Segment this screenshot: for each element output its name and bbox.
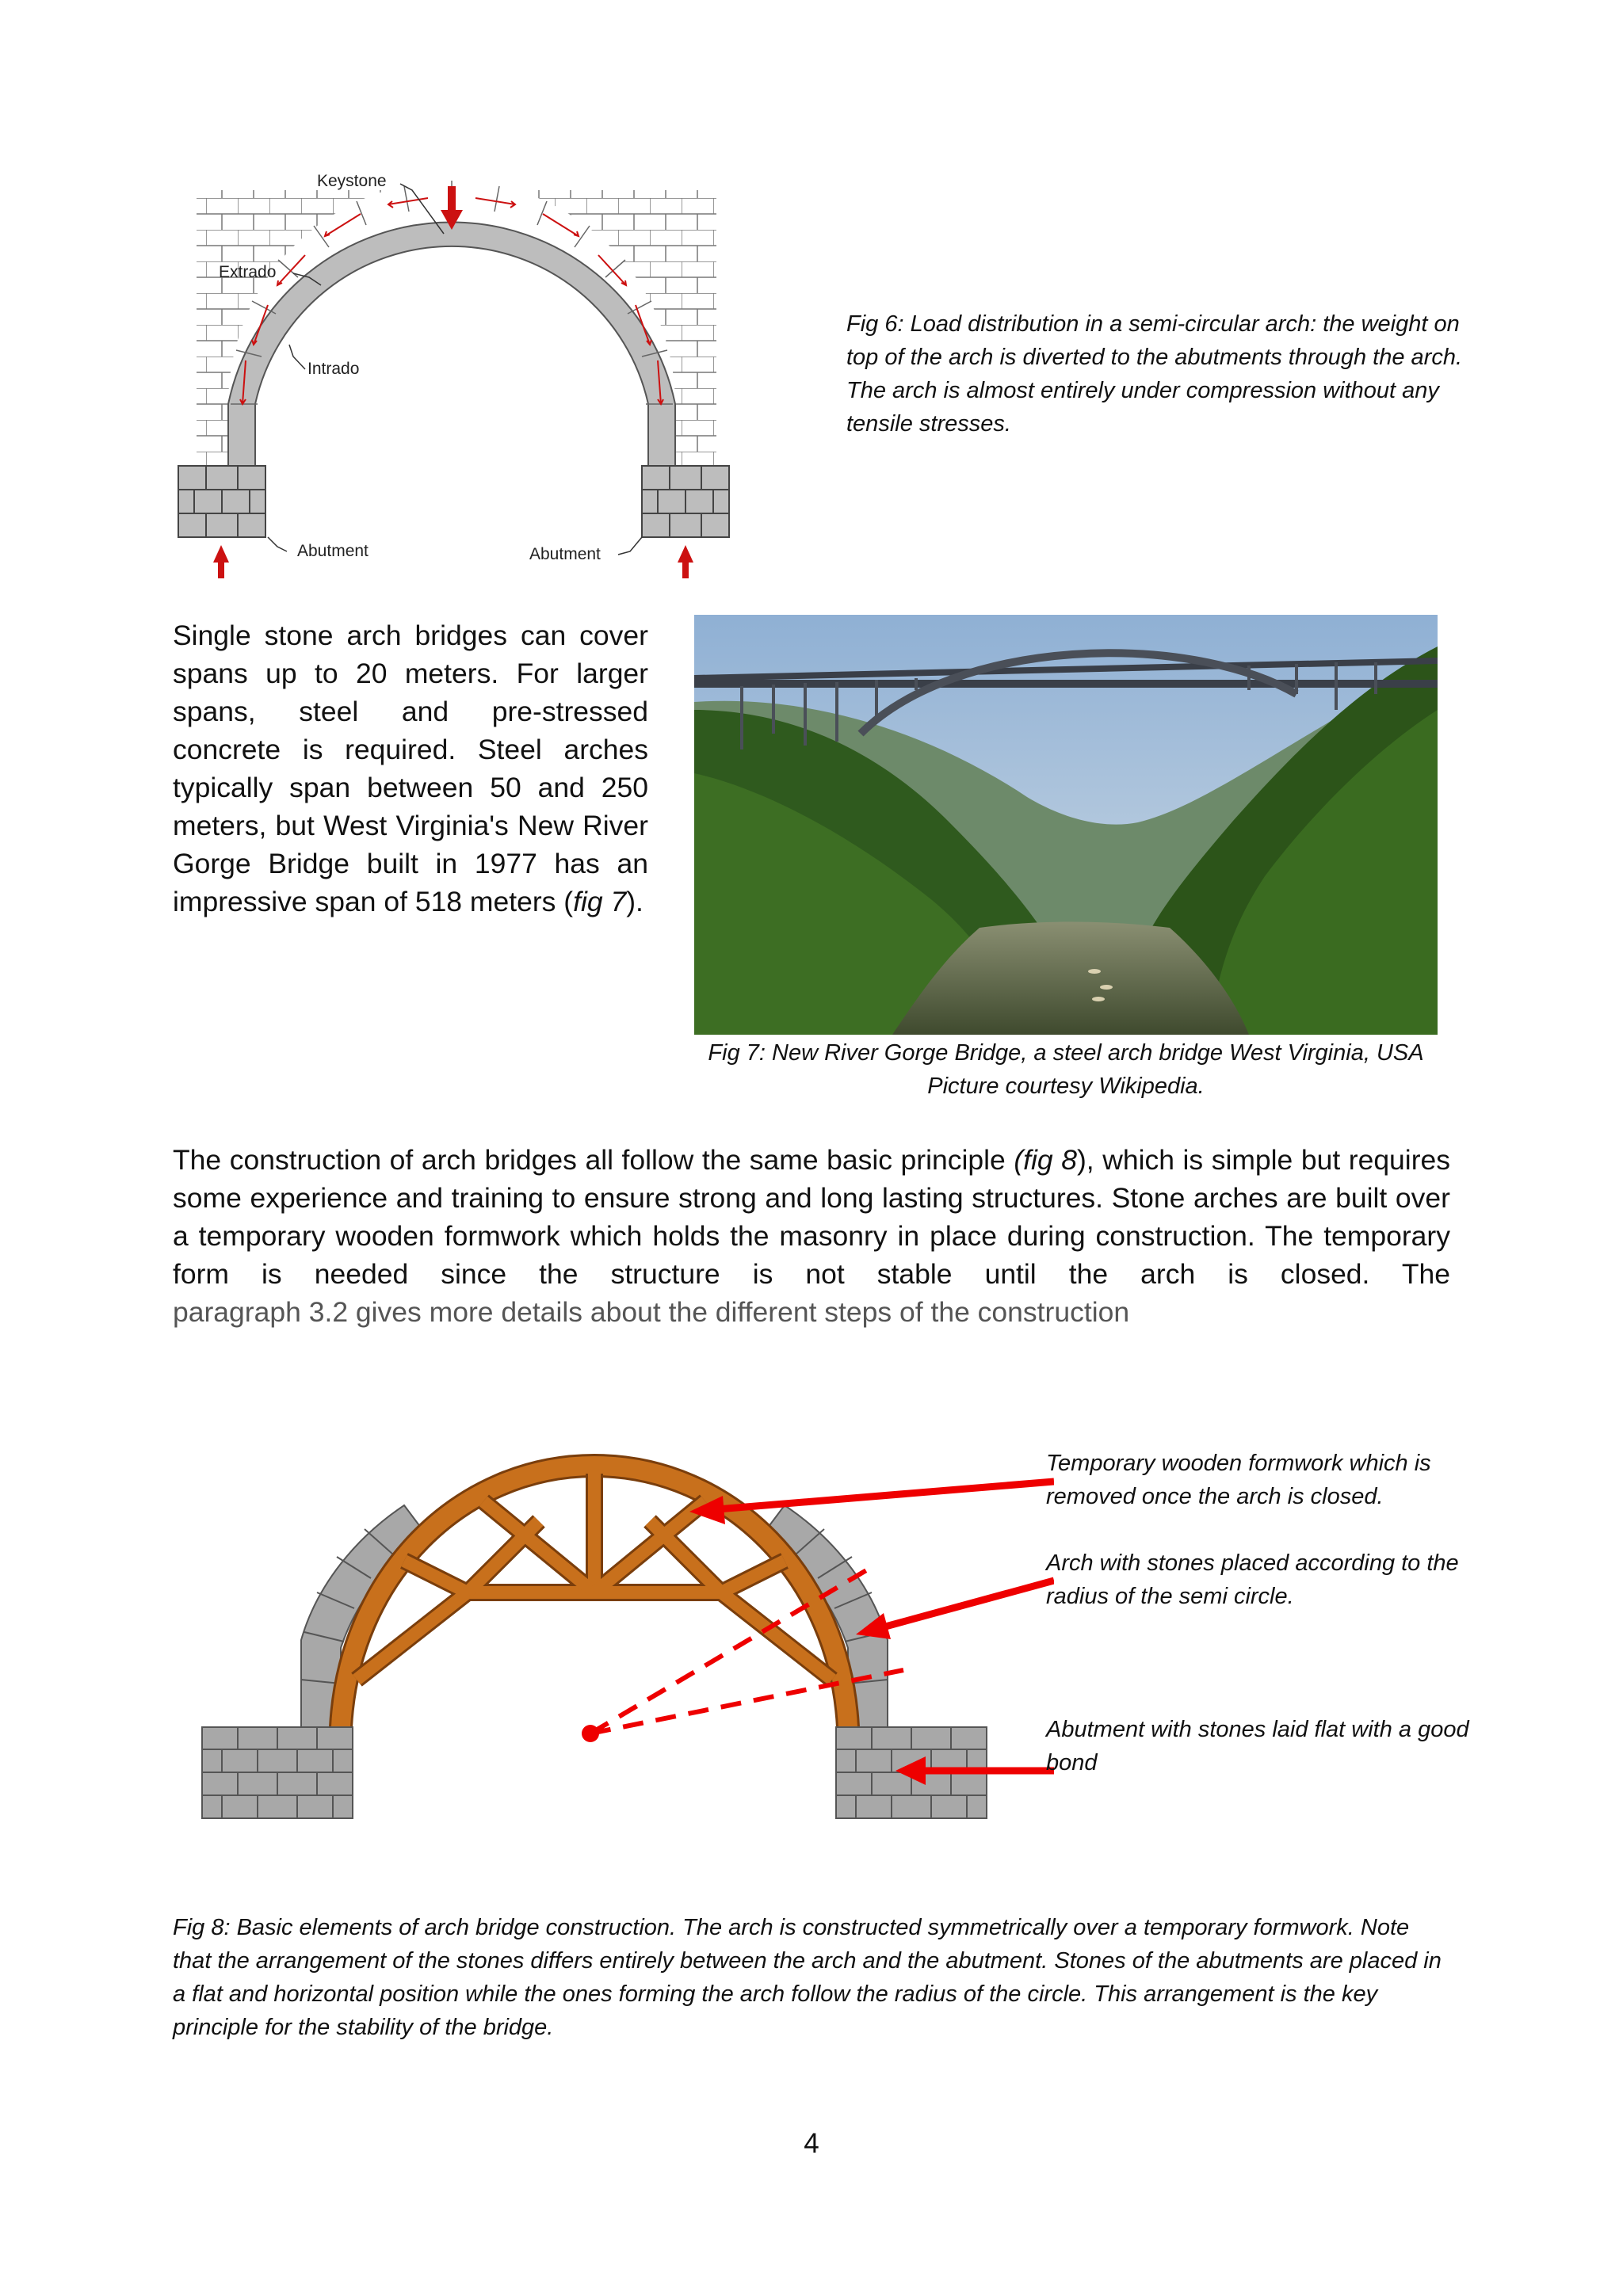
fig8-abutment-left (202, 1727, 353, 1818)
paragraph-spans-end: ). (626, 886, 643, 917)
reaction-arrow-left (213, 545, 229, 578)
paragraph-spans (173, 616, 648, 921)
arch-ring (228, 222, 675, 467)
label-abutment-right: Abutment (529, 545, 601, 563)
paragraph-construction-rest: ), which is simple but requires some experience and training to ensure strong and long lasting structures. Stone arches are built over a temporary wooden formwork which holds the masonry in place during construction. The temporary form is needed since the structure is not stable until the arch is closed. The (173, 1144, 1451, 1290)
abutment-right (642, 466, 729, 537)
fig7-photo (694, 615, 1438, 1035)
fig8-annotation-arch-stones: Arch with stones placed according to the radius of the semi circle. (1046, 1550, 1459, 1609)
fig8-svg (198, 1442, 1054, 1830)
label-keystone: Keystone (317, 172, 387, 190)
fig8-caption: Fig 8: Basic elements of arch bridge construction. The arch is constructed symmetrically over a temporary formwork. Note that the arrangement of the stones differs entirely between the arch and the abutment. Stones of the abutments are placed in a flat and horizontal position while the ones forming the arch follow the radius of the circle. This arrangement is the key principle for the stability of the bridge. (173, 1915, 1442, 2040)
fig7-caption (682, 1036, 1450, 1103)
fig8-diagram (198, 1442, 1054, 1830)
arch-center-point (582, 1725, 599, 1742)
fig8-reference: (fig 8 (1014, 1144, 1077, 1176)
abutment-left (178, 466, 265, 537)
reaction-arrow-right (678, 545, 693, 578)
paragraph-construction-last-line: paragraph 3.2 gives more details about the different steps of the construction (173, 1296, 1130, 1328)
paragraph-construction (173, 1141, 1450, 1331)
page-number: 4 (804, 2128, 819, 2159)
fig6-svg (174, 166, 745, 578)
label-intrado: Intrado (307, 360, 360, 378)
fig7-caption-line2: Picture courtesy Wikipedia. (927, 1074, 1205, 1099)
label-extrado: Extrado (219, 263, 277, 281)
fig6-diagram (174, 166, 745, 578)
fig8-annotation-abutment: Abutment with stones laid flat with a good bond (1046, 1717, 1469, 1775)
label-abutment-left: Abutment (297, 542, 369, 560)
fig7-photo-svg (694, 615, 1438, 1035)
fig6-caption: Fig 6: Load distribution in a semi-circular arch: the weight on top of the arch is diverted to the abutments through the arch. The arch is almost entirely under compression without any tensile stresses. (846, 311, 1463, 437)
fig7-reference: fig 7 (573, 886, 627, 917)
fig7-caption-line1: Fig 7: New River Gorge Bridge, a steel arch bridge West Virginia, USA (708, 1040, 1424, 1066)
paragraph-construction-text: The construction of arch bridges all follow the same basic principle (173, 1144, 1014, 1176)
paragraph-spans-text: Single stone arch bridges can cover spans up to 20 meters. For larger spans, steel and pre-stressed concrete is required. Steel arches typically span between 50 and 250 meters, but West Virginia's New River Gorge Bridge built in 1977 has an impressive span of 518 meters ( (173, 620, 648, 917)
fig8-annotation-formwork: Temporary wooden formwork which is removed once the arch is closed. (1046, 1451, 1431, 1509)
